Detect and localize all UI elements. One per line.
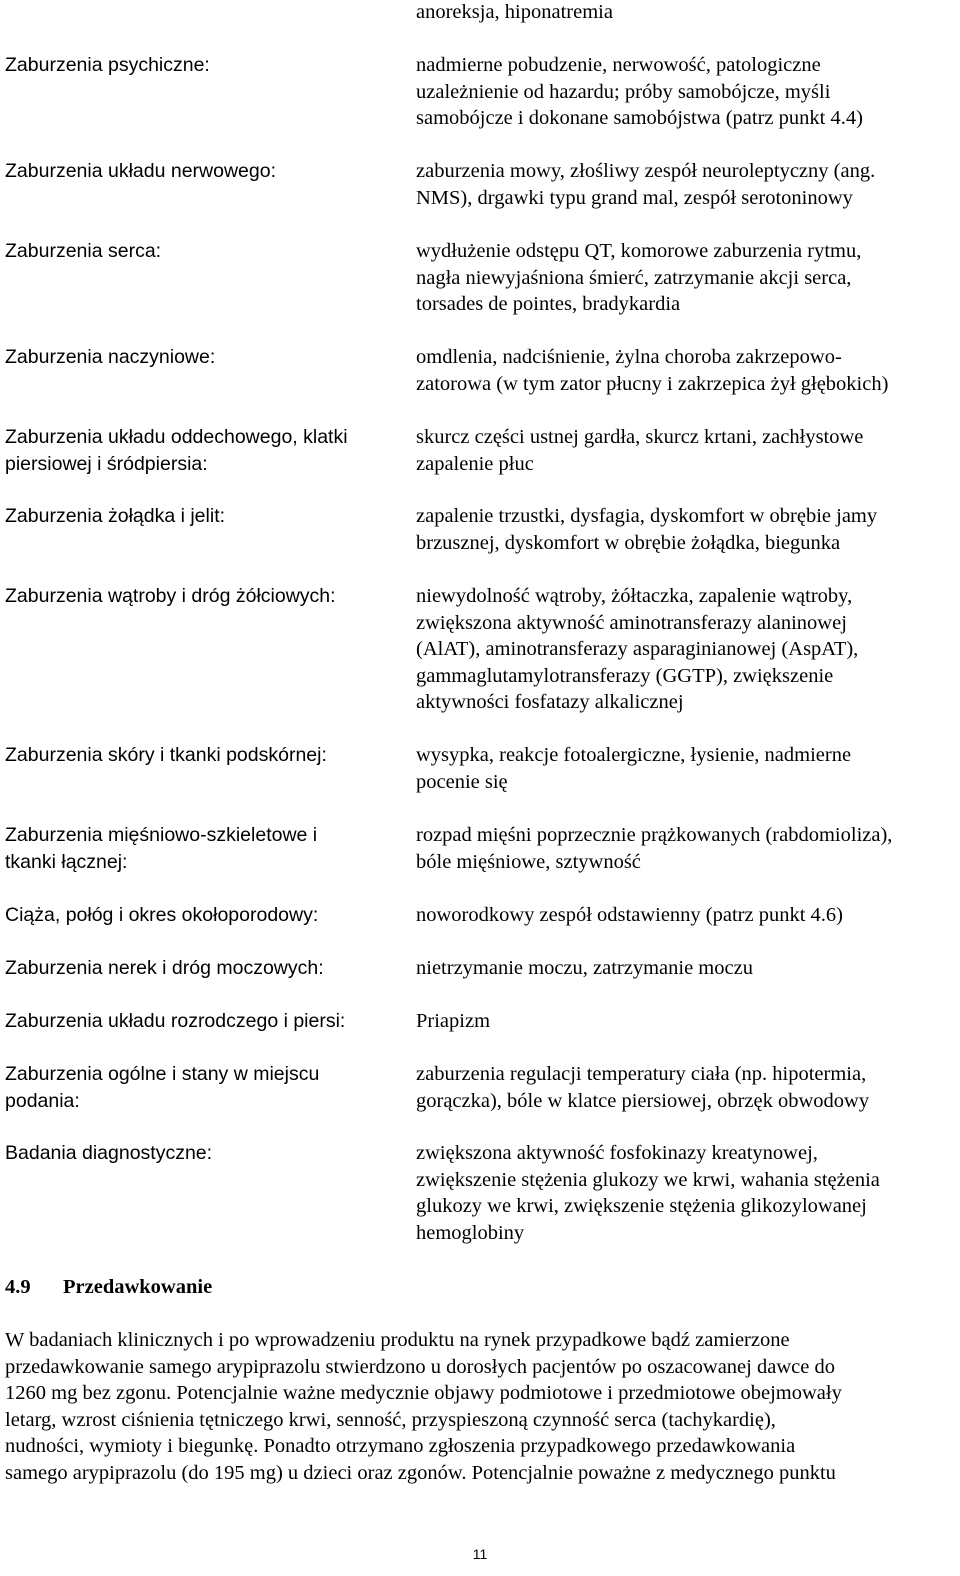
adverse-reactions-text: niewydolność wątroby, żółtaczka, zapalenie wątroby, zwiększona aktywność aminotransferazy alaninowej (AlAT), aminotransferazy asparaginianowej (AspAT), gammaglutamylotransferazy (GGTP), zwiększenie aktywności fosfatazy alkalicznej — [416, 585, 859, 713]
paragraph-line: samego arypiprazolu (do 195 mg) u dzieci oraz zgonów. Potencjalnie poważne z medycznego punktu — [5, 1461, 836, 1484]
adverse-reactions-text: skurcz części ustnej gardła, skurcz krtani, zachłystowe zapalenie płuc — [416, 426, 864, 475]
paragraph-line: W badaniach klinicznych i po wprowadzeniu produktu na rynek przypadkowe bądź zamierzone — [5, 1329, 790, 1351]
adverse-reactions-text: rozpad mięśni poprzecznie prążkowanych (rabdomioliza), bóle mięśniowe, sztywność — [416, 824, 893, 873]
adverse-reactions-text: nietrzymanie moczu, zatrzymanie moczu — [416, 957, 753, 979]
paragraph-line: przedawkowanie samego arypiprazolu stwierdzono u dorosłych pacjentów po oszacowanej dawce do — [5, 1355, 835, 1378]
paragraph-line: letarg, wzrost ciśnienia tętniczego krwi, senność, przyspieszoną czynność serca (tachykardię), — [5, 1408, 776, 1431]
adverse-reactions-text: omdlenia, nadciśnienie, żylna choroba zakrzepowo- zatorowa (w tym zator płucny i zakrzepica żył głębokich) — [416, 346, 889, 395]
system-organ-class-label: Zaburzenia układu oddechowego, klatki piersiowej i śródpiersia: — [5, 426, 348, 475]
system-organ-class-label: Zaburzenia żołądka i jelit: — [5, 505, 226, 527]
system-organ-class-label: Ciąża, połóg i okres okołoporodowy: — [5, 904, 319, 926]
system-organ-class-label: Zaburzenia układu nerwowego: — [5, 160, 277, 182]
section-number: 4.9 — [5, 1276, 31, 1298]
system-organ-class-label: Badania diagnostyczne: — [5, 1142, 213, 1164]
system-organ-class-label: Zaburzenia psychiczne: — [5, 54, 210, 76]
section-title: Przedawkowanie — [63, 1276, 213, 1298]
adverse-reactions-text: zaburzenia mowy, złośliwy zespół neuroleptyczny (ang. NMS), drgawki typu grand mal, zespół serotoninowy — [416, 160, 876, 209]
adverse-reactions-text: zaburzenia regulacji temperatury ciała (np. hipotermia, gorączka), bóle w klatce piersiowej, obrzęk obwodowy — [416, 1063, 870, 1112]
adverse-reactions-text: Priapizm — [416, 1010, 491, 1032]
system-organ-class-label: Zaburzenia naczyniowe: — [5, 346, 216, 368]
system-organ-class-label: Zaburzenia wątroby i dróg żółciowych: — [5, 585, 336, 607]
adverse-reactions-text: zapalenie trzustki, dysfagia, dyskomfort w obrębie jamy brzusznej, dyskomfort w obrębie żołądka, biegunka — [416, 505, 878, 554]
system-organ-class-label: Zaburzenia ogólne i stany w miejscu podania: — [5, 1063, 320, 1112]
system-organ-class-label: Zaburzenia serca: — [5, 240, 162, 262]
paragraph-line: 1260 mg bez zgonu. Potencjalnie ważne medycznie objawy podmiotowe i przedmiotowe obejmowały — [5, 1382, 842, 1404]
section-heading — [5, 1274, 212, 1301]
system-organ-class-label: Zaburzenia nerek i dróg moczowych: — [5, 957, 324, 979]
system-organ-class-label: Zaburzenia układu rozrodczego i piersi: — [5, 1010, 346, 1032]
adverse-reactions-text: wydłużenie odstępu QT, komorowe zaburzenia rytmu, nagła niewyjaśniona śmierć, zatrzymanie akcji serca, torsades de pointes, bradykardia — [416, 240, 862, 315]
overdose-paragraph — [5, 1327, 955, 1486]
system-organ-class-label: Zaburzenia mięśniowo-szkieletowe i tkanki łącznej: — [5, 824, 318, 873]
system-organ-class-label: Zaburzenia skóry i tkanki podskórnej: — [5, 744, 327, 766]
adverse-reactions-text: nadmierne pobudzenie, nerwowość, patologiczne uzależnienie od hazardu; próby samobójcze, myśli samobójcze i dokonane samobójstwa (patrz punkt 4.4) — [416, 54, 863, 129]
adverse-reactions-text: zwiększona aktywność fosfokinazy kreatynowej, zwiększenie stężenia glukozy we krwi, wahania stężenia glukozy we krwi, zwiększenie stężenia glikozylowanej hemoglobiny — [416, 1142, 880, 1244]
top-continuation: anoreksja, hiponatremia — [416, 1, 613, 23]
page-number: 11 — [472, 1546, 488, 1562]
adverse-reactions-text: noworodkowy zespół odstawienny (patrz punkt 4.6) — [416, 904, 843, 926]
adverse-reactions-text: wysypka, reakcje fotoalergiczne, łysienie, nadmierne pocenie się — [416, 744, 852, 793]
paragraph-line: nudności, wymioty i biegunkę. Ponadto otrzymano zgłoszenia przypadkowego przedawkowania — [5, 1435, 796, 1457]
